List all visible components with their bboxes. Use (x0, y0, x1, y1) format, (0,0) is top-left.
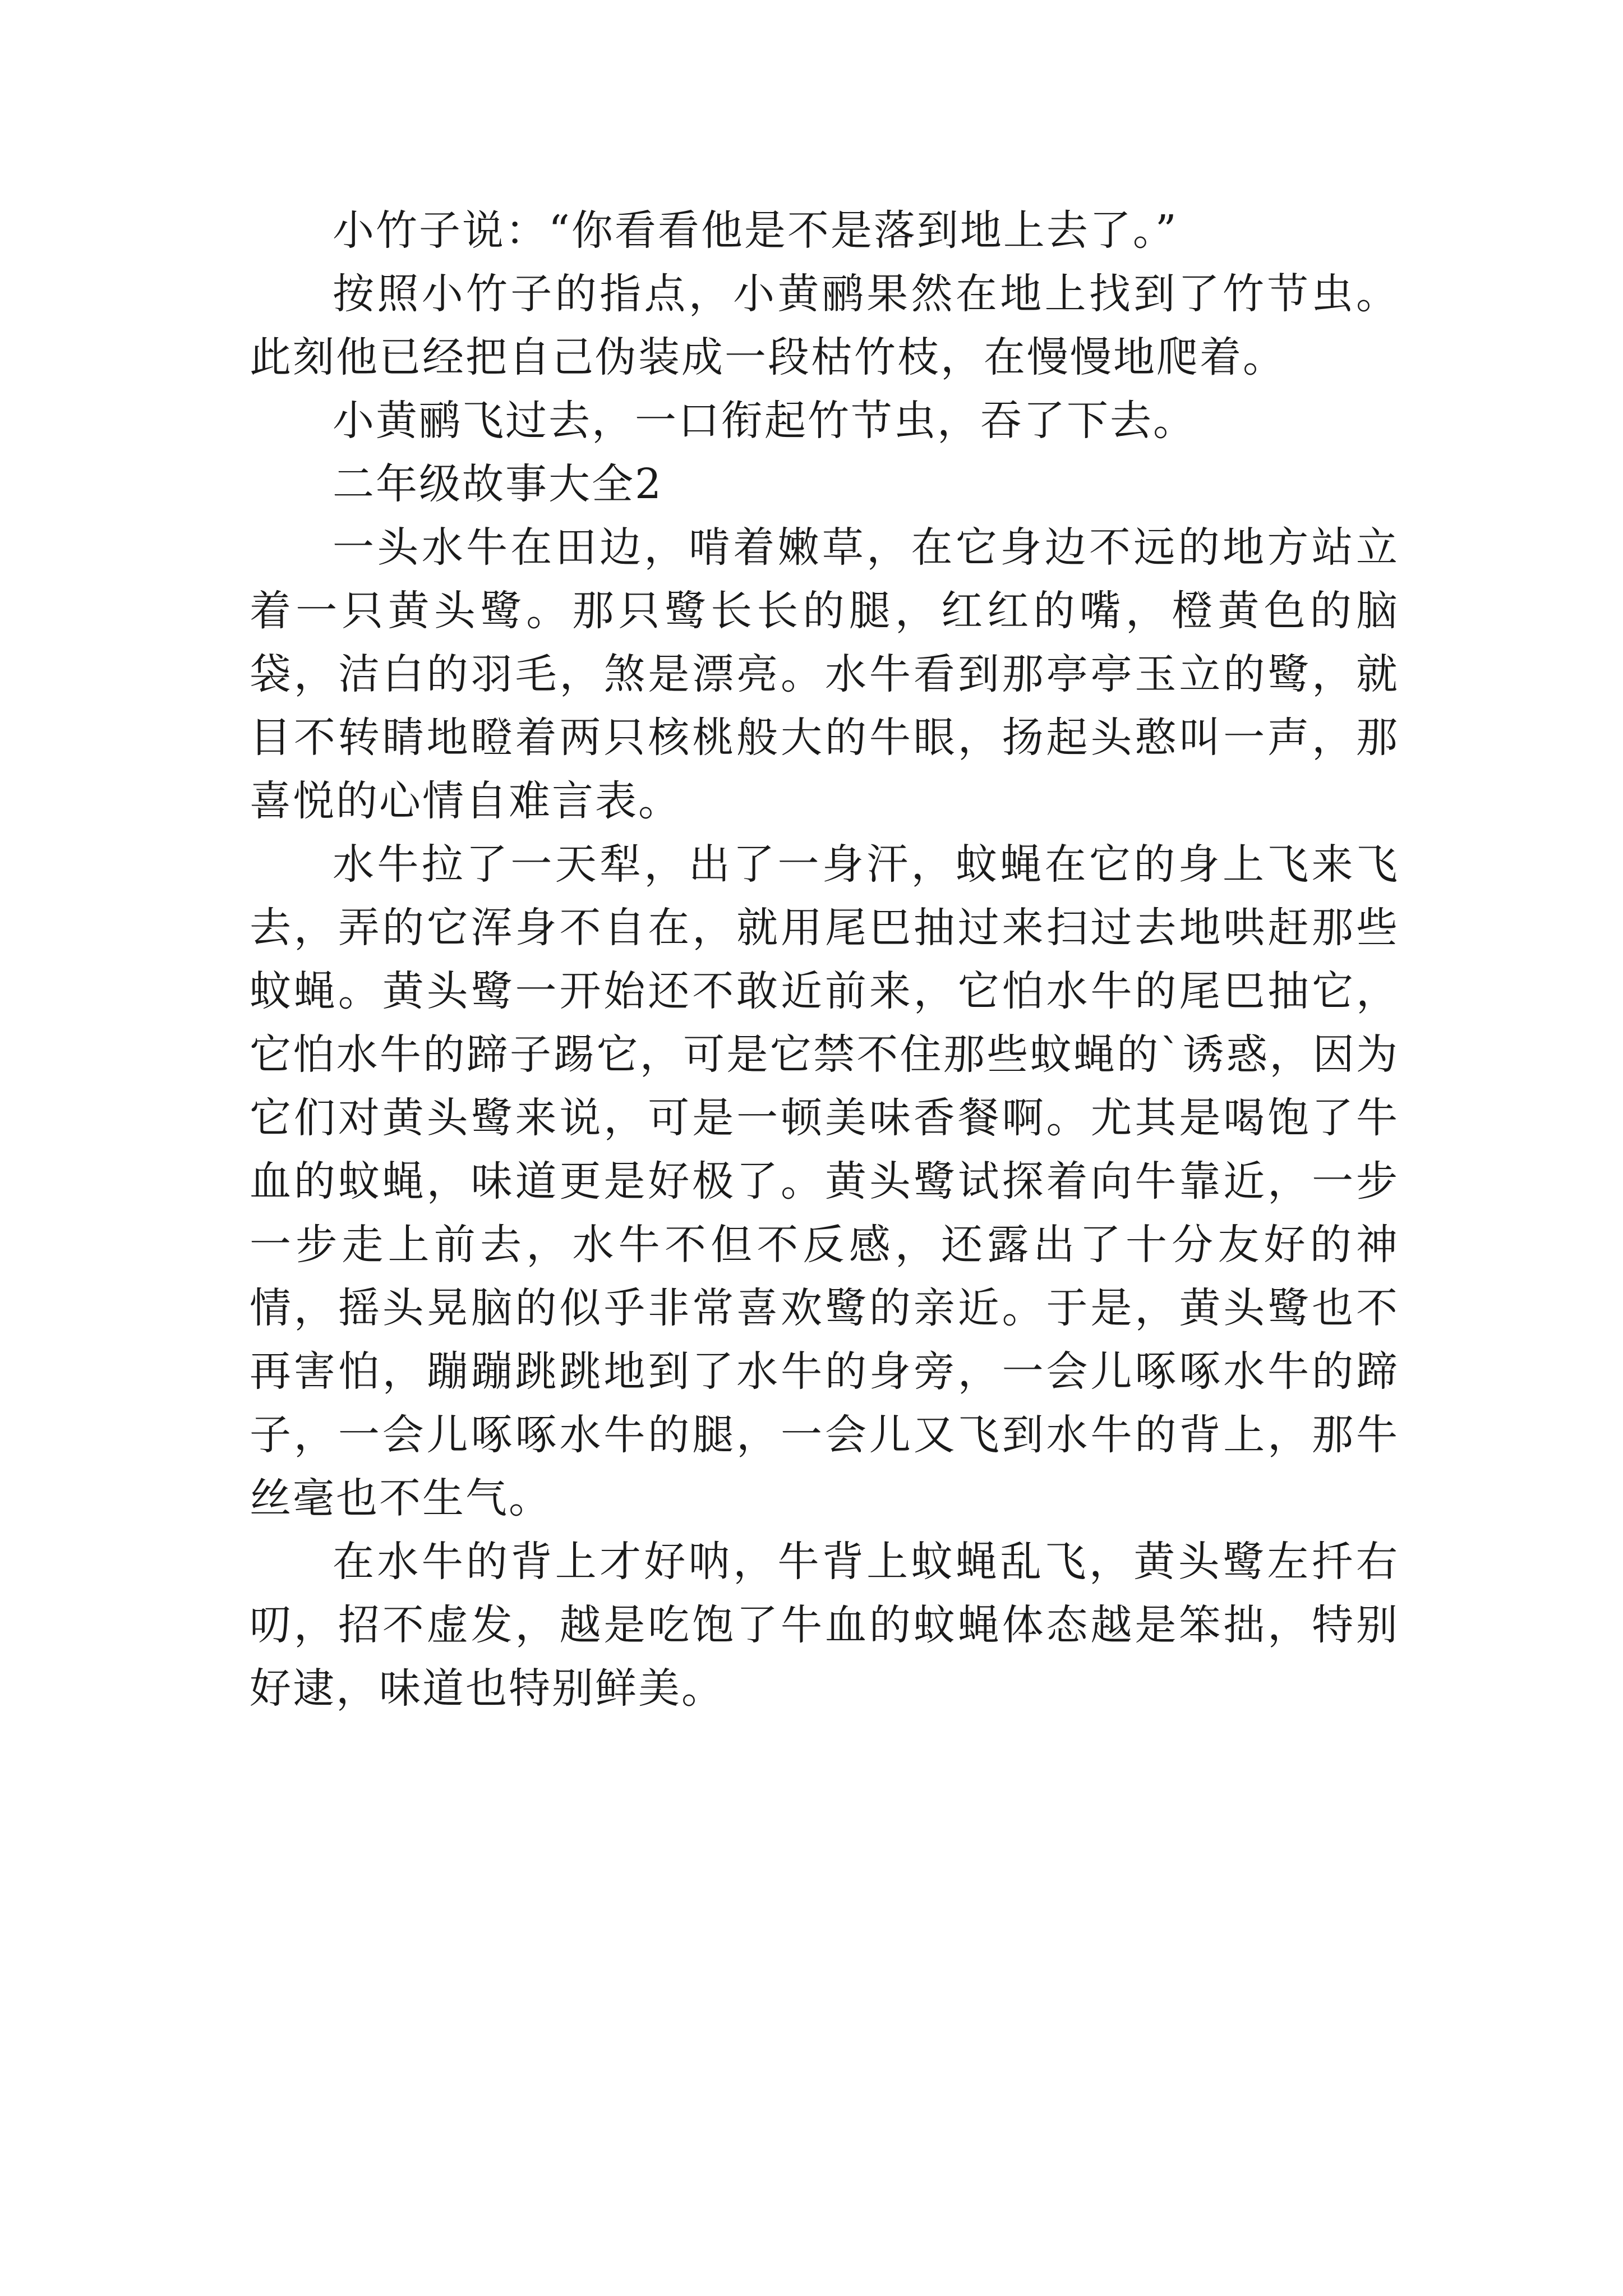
paragraph: 一头水牛在田边，啃着嫩草，在它身边不远的地方站立着一只黄头鹭。那只鹭长长的腿，红红的嘴，橙黄色的脑袋，洁白的羽毛，煞是漂亮。水牛看到那亭亭玉立的鹭，就目不转睛地瞪着两只核桃般大的牛眼，扬起头憨叫一声，那喜悦的心情自难言表。 (250, 523, 1399, 825)
document-body (250, 199, 1399, 1720)
section-title: 二年级故事大全2 (333, 460, 663, 508)
paragraph: 按照小竹子的指点，小黄鹂果然在地上找到了竹节虫。此刻他已经把自己伪装成一段枯竹枝，在慢慢地爬着。 (250, 270, 1399, 381)
paragraph: 水牛拉了一天犁，出了一身汗，蚊蝇在它的身上飞来飞去，弄的它浑身不自在，就用尾巴抽过来扫过去地哄赶那些蚊蝇。黄头鹭一开始还不敢近前来，它怕水牛的尾巴抽它，它怕水牛的蹄子踢它，可是它禁不住那些蚊蝇的`诱惑，因为它们对黄头鹭来说，可是一顿美味香餐啊。尤其是喝饱了牛血的蚊蝇，味道更是好极了。黄头鹭试探着向牛靠近，一步一步走上前去，水牛不但不反感，还露出了十分友好的神情，摇头晃脑的似乎非常喜欢鹭的亲近。于是，黄头鹭也不再害怕，蹦蹦跳跳地到了水牛的身旁，一会儿啄啄水牛的蹄子，一会儿啄啄水牛的腿，一会儿又飞到水牛的背上，那牛丝毫也不生气。 (250, 840, 1399, 1522)
paragraph: 小竹子说：“你看看他是不是落到地上去了。” (333, 206, 1178, 255)
paragraph: 在水牛的背上才好呐，牛背上蚊蝇乱飞，黄头鹭左扦右叨，招不虚发，越是吃饱了牛血的蚊蝇体态越是笨拙，特别好逮，味道也特别鲜美。 (250, 1538, 1399, 1713)
paragraph: 小黄鹂飞过去，一口衔起竹节虫，吞了下去。 (333, 397, 1196, 445)
